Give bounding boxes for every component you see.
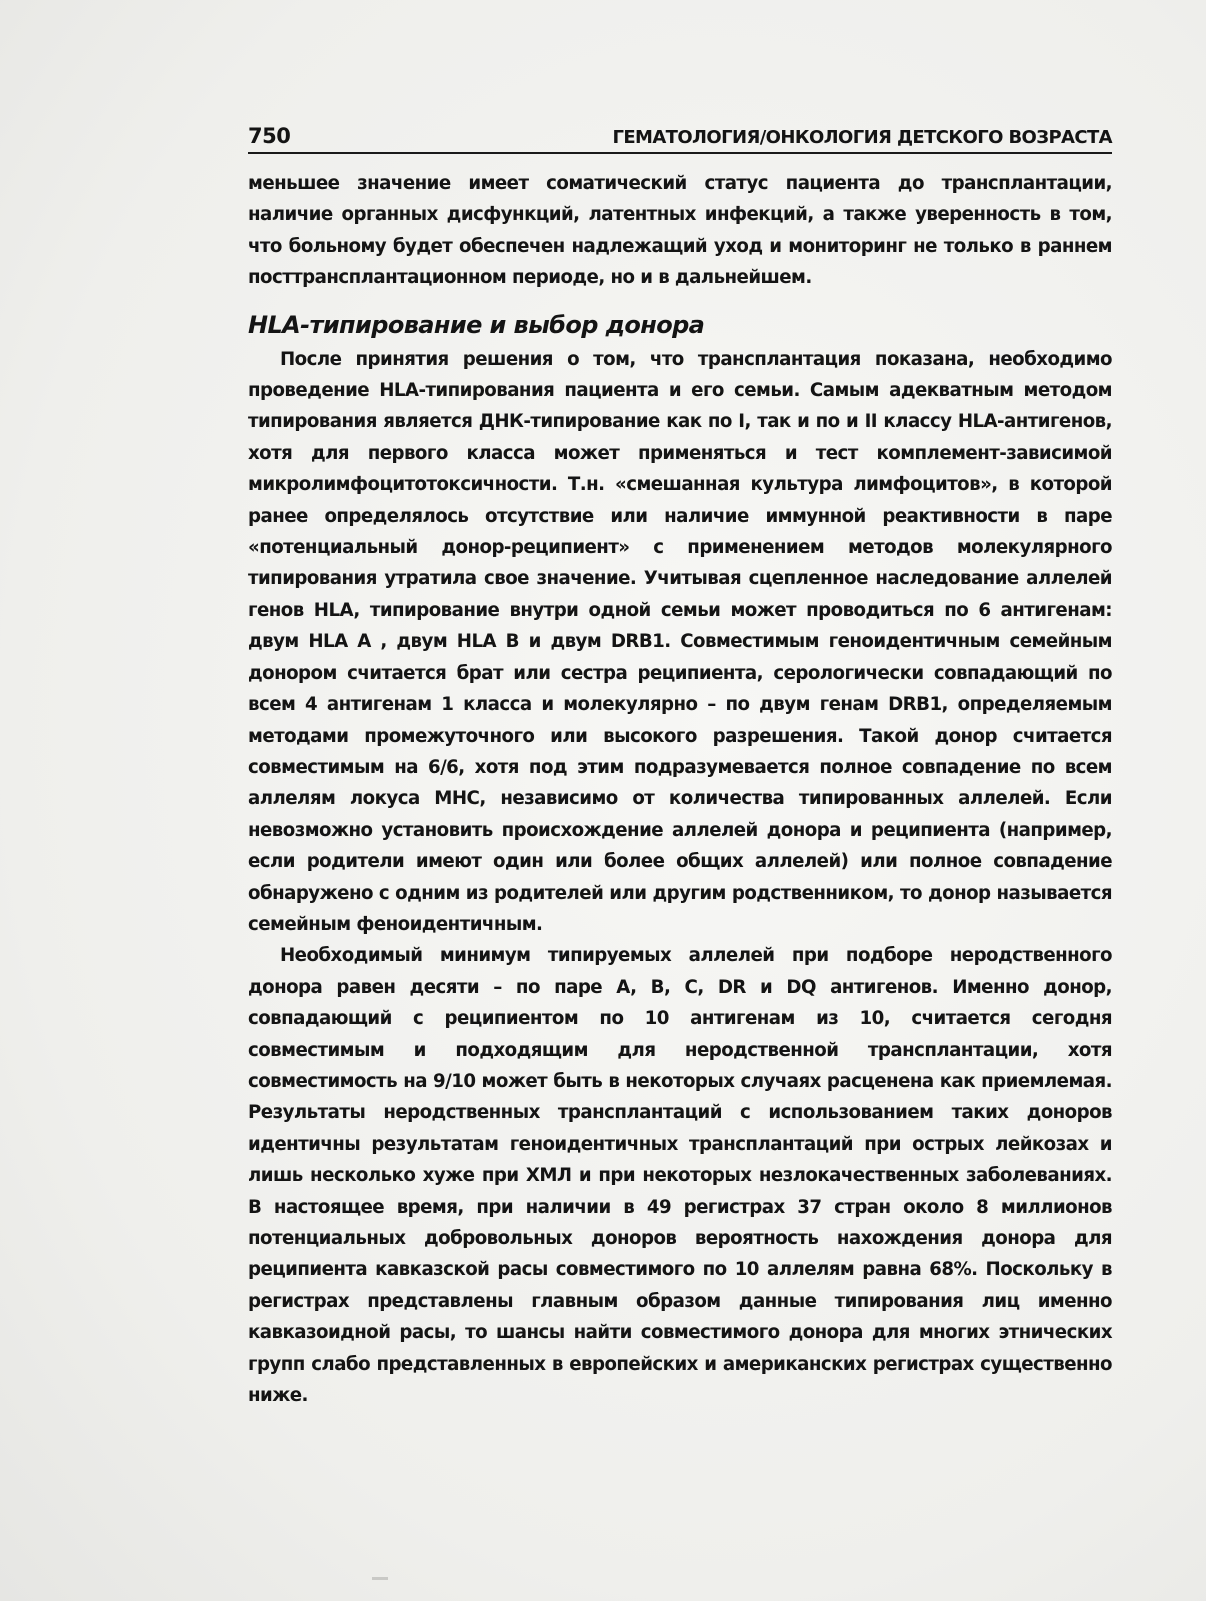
scan-mark — [372, 1577, 388, 1580]
page-body — [248, 168, 1112, 1411]
paragraph-hla-typing: После принятия решения о том, что трансплантация показана, необходимо проведение HLA-типирования пациента и его семьи. Самым адекватным методом типирования является ДНК-типирование как по I, так и по и II классу HLA-антигенов, хотя для первого класса может применяться и тест комплемент-зависимой микролимфоцитотоксичности. Т.н. «смешанная культура лимфоцитов», в которой ранее определялось отсутствие или наличие иммунной реактивности в паре «потенциальный донор-реципиент» с применением методов молекулярного типирования утратила свое значение. Учитывая сцепленное наследование аллелей генов HLA, типирование внутри одной семьи может проводиться по 6 антигенам: двум HLA A , двум HLA B и двум DRB1. Совместимым геноидентичным семейным донором считается брат или сестра реципиента, серологически совпадающий по всем 4 антигенам 1 класса и молекулярно – по двум генам DRB1, определяемым методами промежуточного или высокого разрешения. Такой донор считается совместимым на 6/6, хотя под этим подразумевается полное совпадение по всем аллелям локуса MHC, независимо от количества типированных аллелей. Если невозможно установить происхождение аллелей донора и реципиента (например, если родители имеют один или более общих аллелей) или полное совпадение обнаружено с одним из родителей или другим родственником, то донор называется семейным феноидентичным. — [248, 348, 1112, 935]
intro-paragraph: меньшее значение имеет соматический статус пациента до трансплантации, наличие органных дисфункций, латентных инфекций, а также уверенность в том, что больному будет обеспечен надлежащий уход и мониторинг не только в раннем посттрансплантационном периоде, но и в дальнейшем. — [248, 173, 1112, 289]
page-number: 750 — [248, 124, 291, 148]
paragraph-unrelated-donor: Необходимый минимум типируемых аллелей при подборе неродственного донора равен десяти – по паре A, B, C, DR и DQ антигенов. Именно донор, совпадающий с реципиентом по 10 антигенам из 10, считается сегодня совместимым и подходящим для неродственной трансплантации, хотя совместимость на 9/10 может быть в некоторых случаях расценена как приемлемая. Результаты неродственных трансплантаций с использованием таких доноров идентичны результатам геноидентичных трансплантаций при острых лейкозах и лишь несколько хуже при ХМЛ и при некоторых незлокачественных заболеваниях. В настоящее время, при наличии в 49 регистрах 37 стран около 8 миллионов потенциальных добровольных доноров вероятность нахождения донора для реципиента кавказской расы совместимого по 10 аллелям равна 68%. Поскольку в регистрах представлены главным образом данные типирования лиц именно кавказоидной расы, то шансы найти совместимого донора для многих этнических групп слабо представленных в европейских и американских регистрах существенно ниже. — [248, 945, 1112, 1407]
running-head — [248, 118, 1112, 154]
section-heading: HLA-типирование и выбор донора — [248, 310, 705, 339]
running-title: ГЕМАТОЛОГИЯ/ОНКОЛОГИЯ ДЕТСКОГО ВОЗРАСТА — [612, 127, 1112, 148]
book-page — [248, 118, 1112, 1411]
